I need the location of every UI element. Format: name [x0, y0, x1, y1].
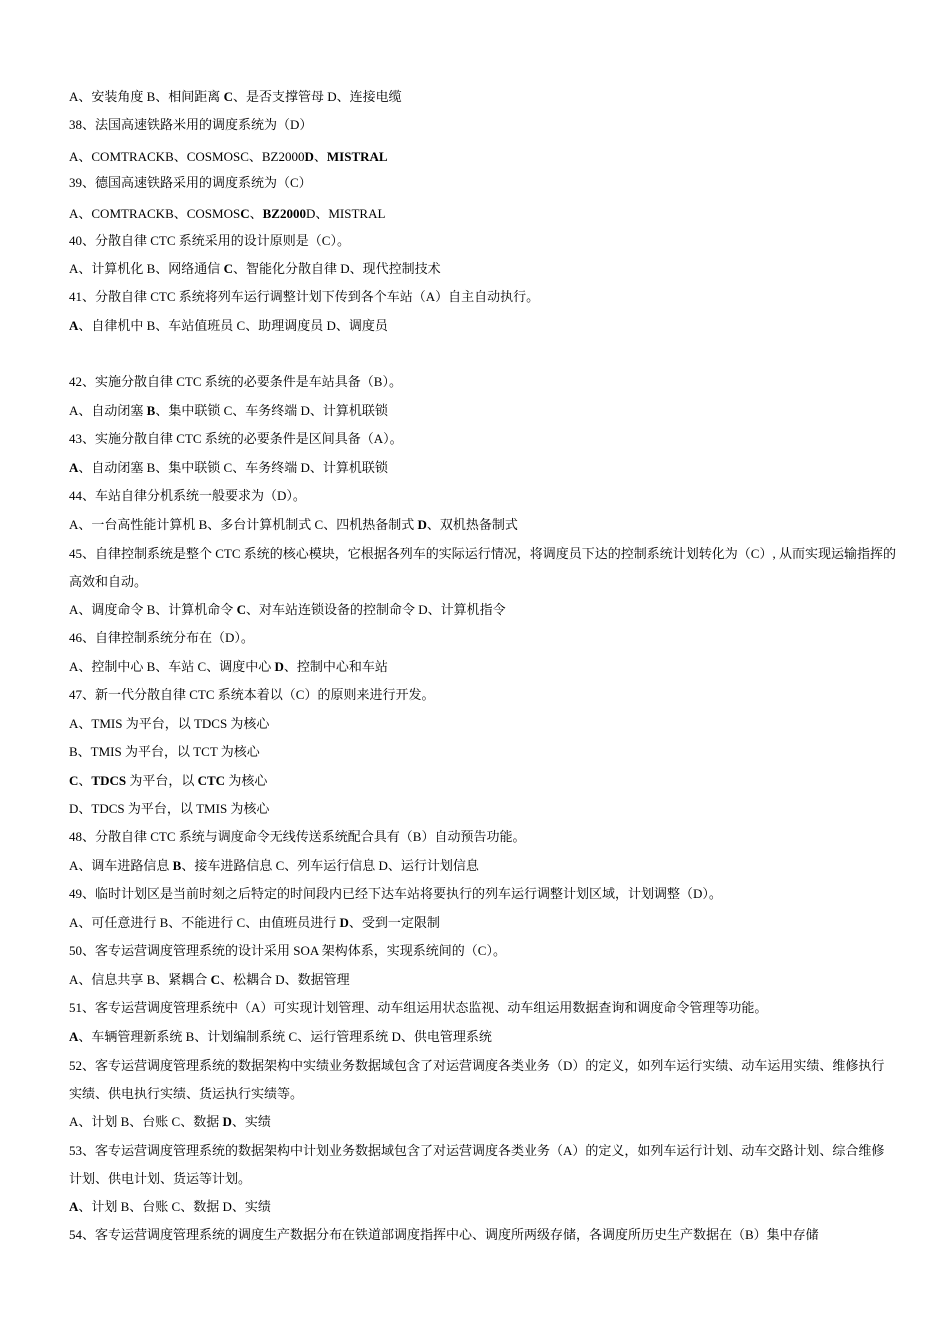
- text-line: [69, 1137, 897, 1193]
- text-segment: D、MISTRAL: [305, 206, 386, 221]
- text-segment: 46、自律控制系统分布在（D）。: [69, 630, 254, 645]
- text-segment: 38、法国高速铁路米用的调度系统为（D）: [69, 117, 313, 132]
- text-segment: 45、自律控制系统是整个 CTC 系统的核心模块，它根据各列车的实际运行情况，将调度员下达的控制系统计划转化为（C）, 从而实现运输指挥的高效和自动。: [69, 546, 896, 589]
- text-line: [69, 1226, 819, 1244]
- bold-answer: D: [274, 659, 284, 674]
- text-segment: A、安装角度 B、相间距离: [69, 89, 224, 104]
- text-line: [69, 629, 254, 647]
- text-segment: 53、客专运营调度管理系统的数据架构中计划业务数据域包含了对运营调度各类业务（A）的定义，如列车运行计划、动车交路计划、综合维修计划、供电计划、货运等计划。: [69, 1143, 885, 1186]
- text-line: [69, 686, 434, 704]
- text-line: [69, 914, 440, 932]
- bold-answer: B: [146, 403, 156, 418]
- bold-answer: C: [236, 602, 246, 617]
- text-segment: 47、新一代分散自律 CTC 系统本着以（C）的原则来进行开发。: [69, 687, 435, 702]
- text-segment: 、计划 B、台账 C、数据 D、实绩: [78, 1199, 271, 1214]
- text-segment: 、集中联锁 C、车务终端 D、计算机联锁: [155, 403, 388, 418]
- bold-answer: D: [222, 1114, 232, 1129]
- text-line: [69, 116, 312, 134]
- text-segment: 、智能化分散自律 D、现代控制技术: [232, 261, 441, 276]
- text-segment: 52、客专运营调度管理系统的数据架构中实绩业务数据域包含了对运营调度各类业务（D）的定义，如列车运行实绩、动车运用实绩、维修执行实绩、供电执行实绩、货运执行实绩等。: [69, 1058, 885, 1101]
- text-segment: 、控制中心和车站: [283, 659, 388, 674]
- text-line: [69, 857, 479, 875]
- bold-answer: TDCS: [91, 773, 127, 788]
- text-line: [69, 88, 402, 106]
- text-segment: A、计划 B、台账 C、数据: [69, 1114, 223, 1129]
- text-line: [69, 288, 539, 306]
- text-segment: 54、客专运营调度管理系统的调度生产数据分布在铁道部调度指挥中心、调度所两级存储，各调度所历史生产数据在（B）集中存储: [69, 1227, 819, 1242]
- text-line: [69, 971, 350, 989]
- bold-answer: A: [69, 1029, 79, 1044]
- bold-answer: C: [210, 972, 220, 987]
- text-line: [69, 885, 722, 903]
- text-line: [69, 174, 312, 192]
- bold-answer: D: [304, 149, 314, 164]
- text-segment: A、信息共享 B、紧耦合: [69, 972, 211, 987]
- text-line: [69, 658, 388, 676]
- text-segment: 41、分散自律 CTC 系统将列车运行调整计划下传到各个车站（A）自主自动执行。: [69, 289, 540, 304]
- bold-answer: A: [69, 1199, 79, 1214]
- text-line: [69, 402, 388, 420]
- text-line: [69, 743, 260, 761]
- text-segment: D、TDCS 为平台，以 TMIS 为核心: [69, 801, 270, 816]
- bold-answer: C: [69, 773, 79, 788]
- bold-answer: C: [223, 89, 233, 104]
- bold-answer: C: [240, 206, 250, 221]
- bold-answer: B: [172, 858, 182, 873]
- text-line: [69, 715, 269, 733]
- text-segment: 为平台，以: [126, 773, 198, 788]
- text-line: [69, 148, 388, 166]
- text-line: [69, 205, 385, 223]
- bold-answer: MISTRAL: [326, 149, 388, 164]
- text-line: [69, 430, 403, 448]
- text-segment: 、双机热备制式: [426, 517, 518, 532]
- text-segment: A、可任意进行 B、不能进行 C、由值班员进行: [69, 915, 340, 930]
- text-segment: A、控制中心 B、车站 C、调度中心: [69, 659, 275, 674]
- text-line: [69, 800, 269, 818]
- text-segment: 、松耦合 D、数据管理: [219, 972, 350, 987]
- text-segment: 、自动闭塞 B、集中联锁 C、车务终端 D、计算机联锁: [78, 460, 388, 475]
- text-segment: A、计算机化 B、网络通信: [69, 261, 224, 276]
- bold-answer: CTC: [197, 773, 226, 788]
- text-line: [69, 1028, 492, 1046]
- text-segment: 51、客专运营调度管理系统中（A）可实现计划管理、动车组运用状态监视、动车组运用数据查询和调度命令管理等功能。: [69, 1000, 768, 1015]
- text-line: [69, 601, 506, 619]
- text-line: [69, 828, 525, 846]
- text-segment: A、COMTRACKB、COSMOSC、BZ2000: [69, 149, 305, 164]
- text-segment: 48、分散自律 CTC 系统与调度命令无线传送系统配合具有（B）自动预告功能。: [69, 829, 526, 844]
- text-line: [69, 459, 388, 477]
- bold-answer: D: [339, 915, 349, 930]
- text-line: [69, 1113, 271, 1131]
- text-segment: 、: [249, 206, 263, 221]
- bold-answer: A: [69, 460, 79, 475]
- text-segment: 、对车站连锁设备的控制命令 D、计算机指令: [245, 602, 506, 617]
- text-segment: 40、分散自律 CTC 系统采用的设计原则是（C）。: [69, 233, 350, 248]
- text-line: [69, 232, 350, 250]
- text-segment: A、自动闭塞: [69, 403, 147, 418]
- text-segment: A、COMTRACKB、COSMOS: [69, 206, 241, 221]
- text-segment: 50、客专运营调度管理系统的设计采用 SOA 架构体系，实现系统间的（C）。: [69, 943, 506, 958]
- bold-answer: C: [223, 261, 233, 276]
- text-line: [69, 999, 767, 1017]
- text-segment: 43、实施分散自律 CTC 系统的必要条件是区间具备（A）。: [69, 431, 403, 446]
- text-segment: 42、实施分散自律 CTC 系统的必要条件是车站具备（B）。: [69, 374, 402, 389]
- text-segment: 、接车进路信息 C、列车运行信息 D、运行计划信息: [181, 858, 479, 873]
- text-line: [69, 1052, 897, 1108]
- text-segment: 、车辆管理新系统 B、计划编制系统 C、运行管理系统 D、供电管理系统: [78, 1029, 492, 1044]
- text-segment: A、调度命令 B、计算机命令: [69, 602, 237, 617]
- text-line: [69, 373, 402, 391]
- text-segment: 、自律机中 B、车站值班员 C、助理调度员 D、调度员: [78, 318, 388, 333]
- text-line: [69, 1198, 271, 1216]
- text-segment: A、TMIS 为平台，以 TDCS 为核心: [69, 716, 270, 731]
- text-segment: A、调车进路信息: [69, 858, 173, 873]
- text-line: [69, 540, 897, 596]
- text-segment: 、实绩: [231, 1114, 271, 1129]
- text-segment: B、TMIS 为平台，以 TCT 为核心: [69, 744, 260, 759]
- text-line: [69, 942, 506, 960]
- text-line: [69, 317, 388, 335]
- text-line: [69, 487, 306, 505]
- text-line: [69, 516, 518, 534]
- bold-answer: BZ2000: [262, 206, 306, 221]
- bold-answer: D: [417, 517, 427, 532]
- text-segment: 、: [313, 149, 327, 164]
- text-segment: 、受到一定限制: [348, 915, 440, 930]
- bold-answer: A: [69, 318, 79, 333]
- text-segment: 39、德国高速铁路采用的调度系统为（C）: [69, 175, 312, 190]
- text-segment: 、是否支撑管母 D、连接电缆: [232, 89, 402, 104]
- text-segment: A、一台高性能计算机 B、多台计算机制式 C、四机热备制式: [69, 517, 418, 532]
- text-line: [69, 772, 267, 790]
- text-segment: 44、车站自律分机系统一般要求为（D）。: [69, 488, 306, 503]
- text-line: [69, 260, 441, 278]
- text-segment: 、: [78, 773, 92, 788]
- text-segment: 49、临时计划区是当前时刻之后特定的时间段内已经下达车站将要执行的列车运行调整计划区域，计划调整（D）。: [69, 886, 722, 901]
- text-segment: 为核心: [225, 773, 268, 788]
